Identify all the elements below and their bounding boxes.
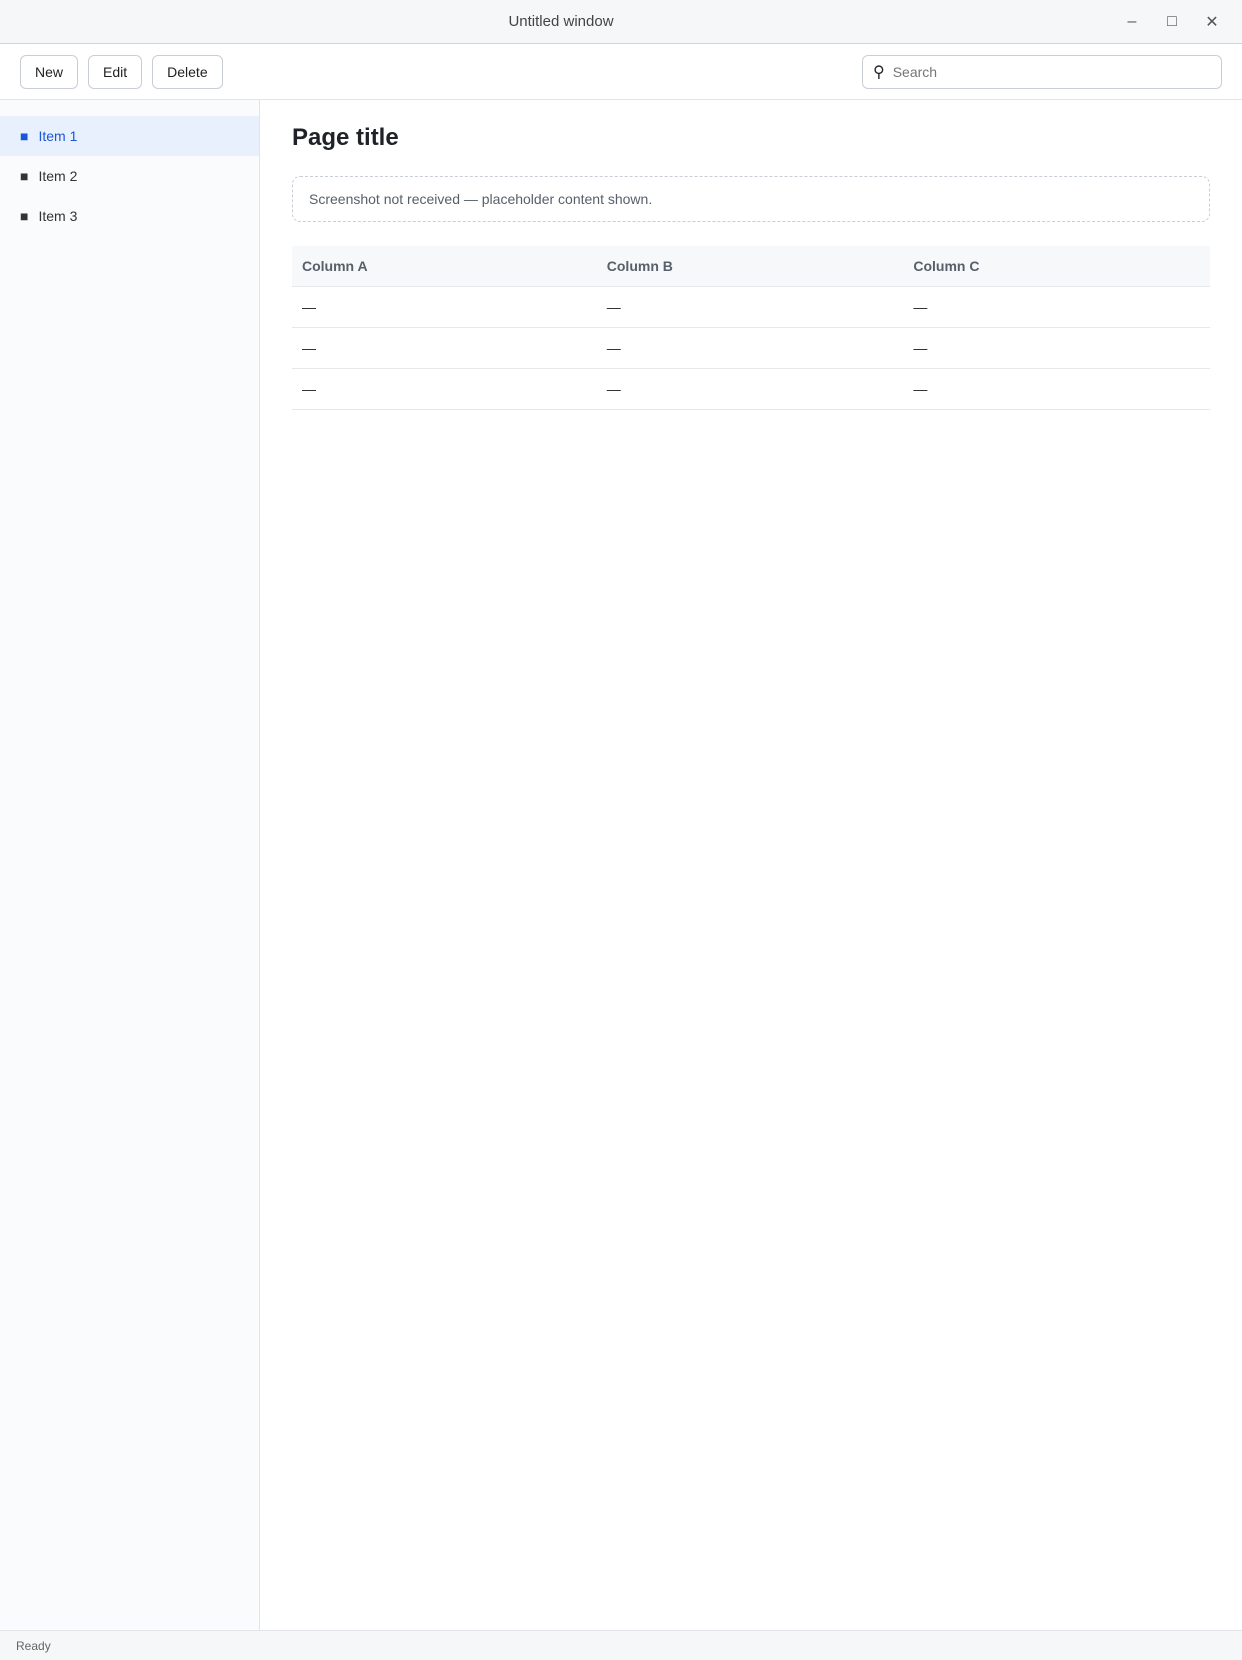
table-header-row: [292, 246, 1210, 287]
table-cell: —: [597, 369, 904, 410]
placeholder-notice: Screenshot not received — placeholder content shown.: [292, 176, 1210, 222]
folder-icon: ■: [20, 168, 29, 184]
table-cell: —: [903, 287, 1210, 328]
search-icon: ⚲: [873, 63, 885, 81]
search-box: [862, 55, 1222, 89]
window-title: Untitled window: [508, 13, 614, 30]
table-cell: —: [292, 287, 597, 328]
column-header[interactable]: Column B: [597, 246, 904, 287]
content-area: [0, 100, 1242, 1630]
folder-icon: ■: [20, 128, 29, 144]
sidebar-item[interactable]: [0, 156, 259, 196]
table-row[interactable]: [292, 369, 1210, 410]
folder-icon: ■: [20, 208, 29, 224]
table-row[interactable]: [292, 287, 1210, 328]
minimize-icon[interactable]: –: [1118, 8, 1146, 36]
delete-button[interactable]: Delete: [152, 55, 222, 89]
table-cell: —: [597, 328, 904, 369]
sidebar: [0, 100, 260, 1630]
new-button[interactable]: New: [20, 55, 78, 89]
sidebar-item-label: Item 3: [38, 208, 78, 224]
title-bar: [0, 0, 1242, 44]
table-cell: —: [903, 328, 1210, 369]
data-table: [292, 246, 1210, 410]
column-header[interactable]: Column C: [903, 246, 1210, 287]
sidebar-item[interactable]: [0, 116, 259, 156]
table-cell: —: [292, 328, 597, 369]
page-title: Page title: [292, 124, 399, 151]
toolbar: [0, 44, 1242, 100]
table-cell: —: [597, 287, 904, 328]
status-bar: [0, 1630, 1242, 1660]
edit-button[interactable]: Edit: [88, 55, 142, 89]
main-panel: [260, 100, 1242, 1630]
close-icon[interactable]: ✕: [1198, 8, 1226, 36]
status-text: Ready: [16, 1638, 51, 1653]
sidebar-item[interactable]: [0, 196, 259, 236]
table-row[interactable]: [292, 328, 1210, 369]
maximize-icon[interactable]: □: [1158, 8, 1186, 36]
column-header[interactable]: Column A: [292, 246, 597, 287]
sidebar-item-label: Item 2: [38, 168, 78, 184]
table-cell: —: [292, 369, 597, 410]
sidebar-item-label: Item 1: [38, 128, 78, 144]
table-cell: —: [903, 369, 1210, 410]
search-input[interactable]: [893, 64, 1211, 80]
